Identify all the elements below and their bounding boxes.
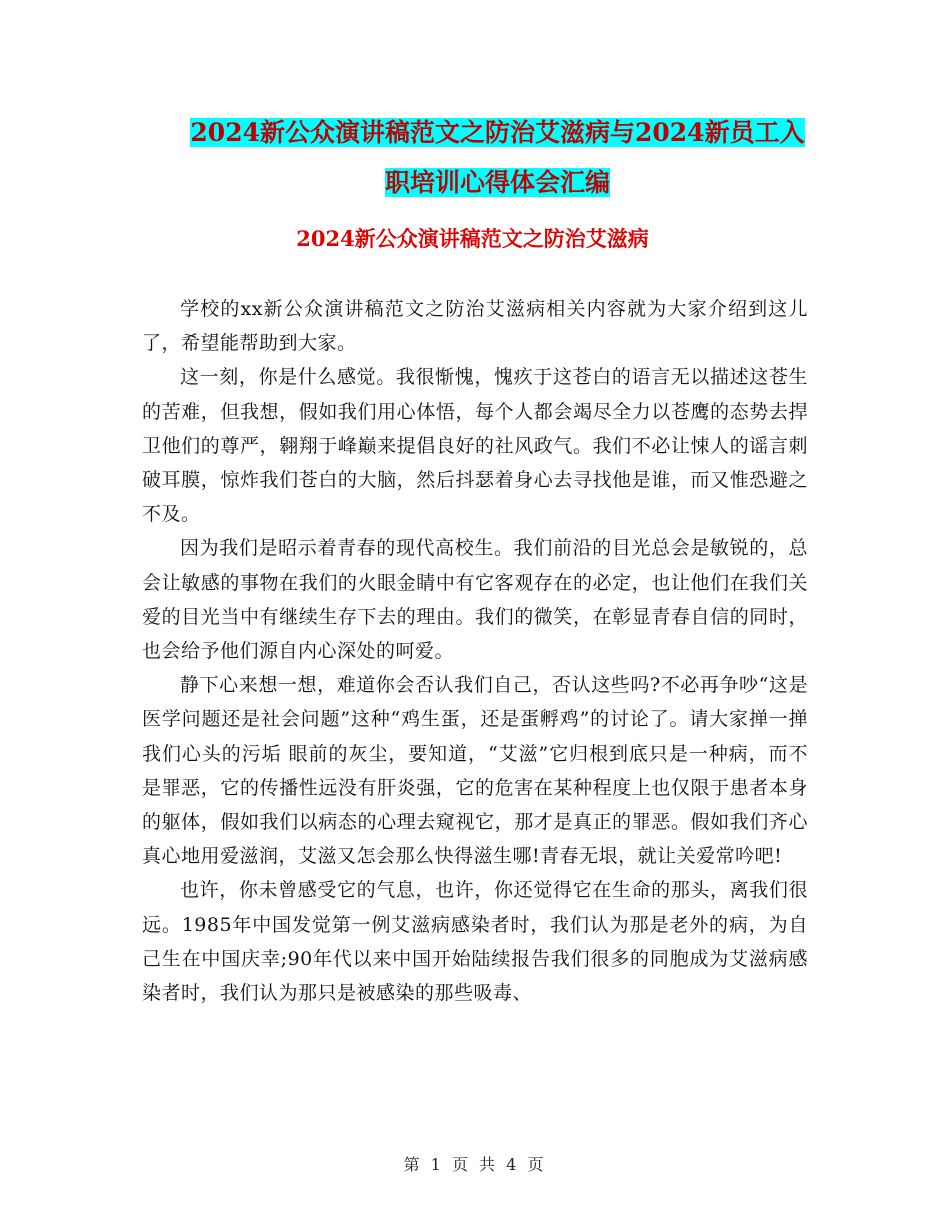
page-number-footer: 第 1 页 共 4 页	[403, 1155, 547, 1174]
document-title	[185, 108, 810, 208]
body-paragraph-3: 因为我们是昭示着青春的现代高校生。我们前沿的目光总会是敏锐的，总会让敏感的事物在我们的火眼金睛中有它客观存在的必定，也让他们在我们关爱的目光当中有继续生存下去的理由。我们的微笑，在彰显青春自信的同时，也会给予他们源自内心深处的呵爱。	[142, 537, 808, 663]
body-paragraph-2: 这一刻，你是什么感觉。我很惭愧，愧疚于这苍白的语言无以描述这苍生的苦难，但我想，假如我们用心体悟，每个人都会竭尽全力以苍鹰的态势去捍卫他们的尊严，翱翔于峰巅来提倡良好的社风政气。我们不必让悚人的谣言刺破耳膜，惊炸我们苍白的大脑，然后抖瑟着身心去寻找他是谁，而又惟恐避之不及。	[142, 366, 808, 526]
body-paragraph-5: 也许，你未曾感受它的气息，也许，你还觉得它在生命的那头，离我们很远。1985年中国发觉第一例艾滋病感染者时，我们认为那是老外的病，为自己生在中国庆幸;90年代以来中国开始陆续报告我们很多的同胞成为艾滋病感染者时，我们认为那只是被感染的那些吸毒、	[142, 879, 808, 1005]
document-title-highlight: 2024新公众演讲稿范文之防治艾滋病与2024新员工入职培训心得体会汇编	[190, 118, 805, 197]
section-title: 2024新公众演讲稿范文之防治艾滋病	[296, 226, 649, 251]
document-body	[142, 292, 808, 1010]
body-paragraph-1: 学校的xx新公众演讲稿范文之防治艾滋病相关内容就为大家介绍到这儿了，希望能帮助到大家。	[142, 298, 808, 355]
body-paragraph-4: 静下心来想一想，难道你会否认我们自己，否认这些吗?不必再争吵“这是医学问题还是社会问题”这种“鸡生蛋，还是蛋孵鸡”的讨论了。请大家掸一掸我们心头的污垢 眼前的灰尘，要知道，“艾滋”它归根到底只是一种病，而不是罪恶，它的传播性远没有肝炎强，它的危害在某种程度上也仅限于患者本身的躯体，假如我们以病态的心理去窥视它，那才是真正的罪恶。假如我们齐心真心地用爱滋润，艾滋又怎会那么快得滋生哪!青春无垠，就让关爱常吟吧!	[142, 674, 808, 868]
